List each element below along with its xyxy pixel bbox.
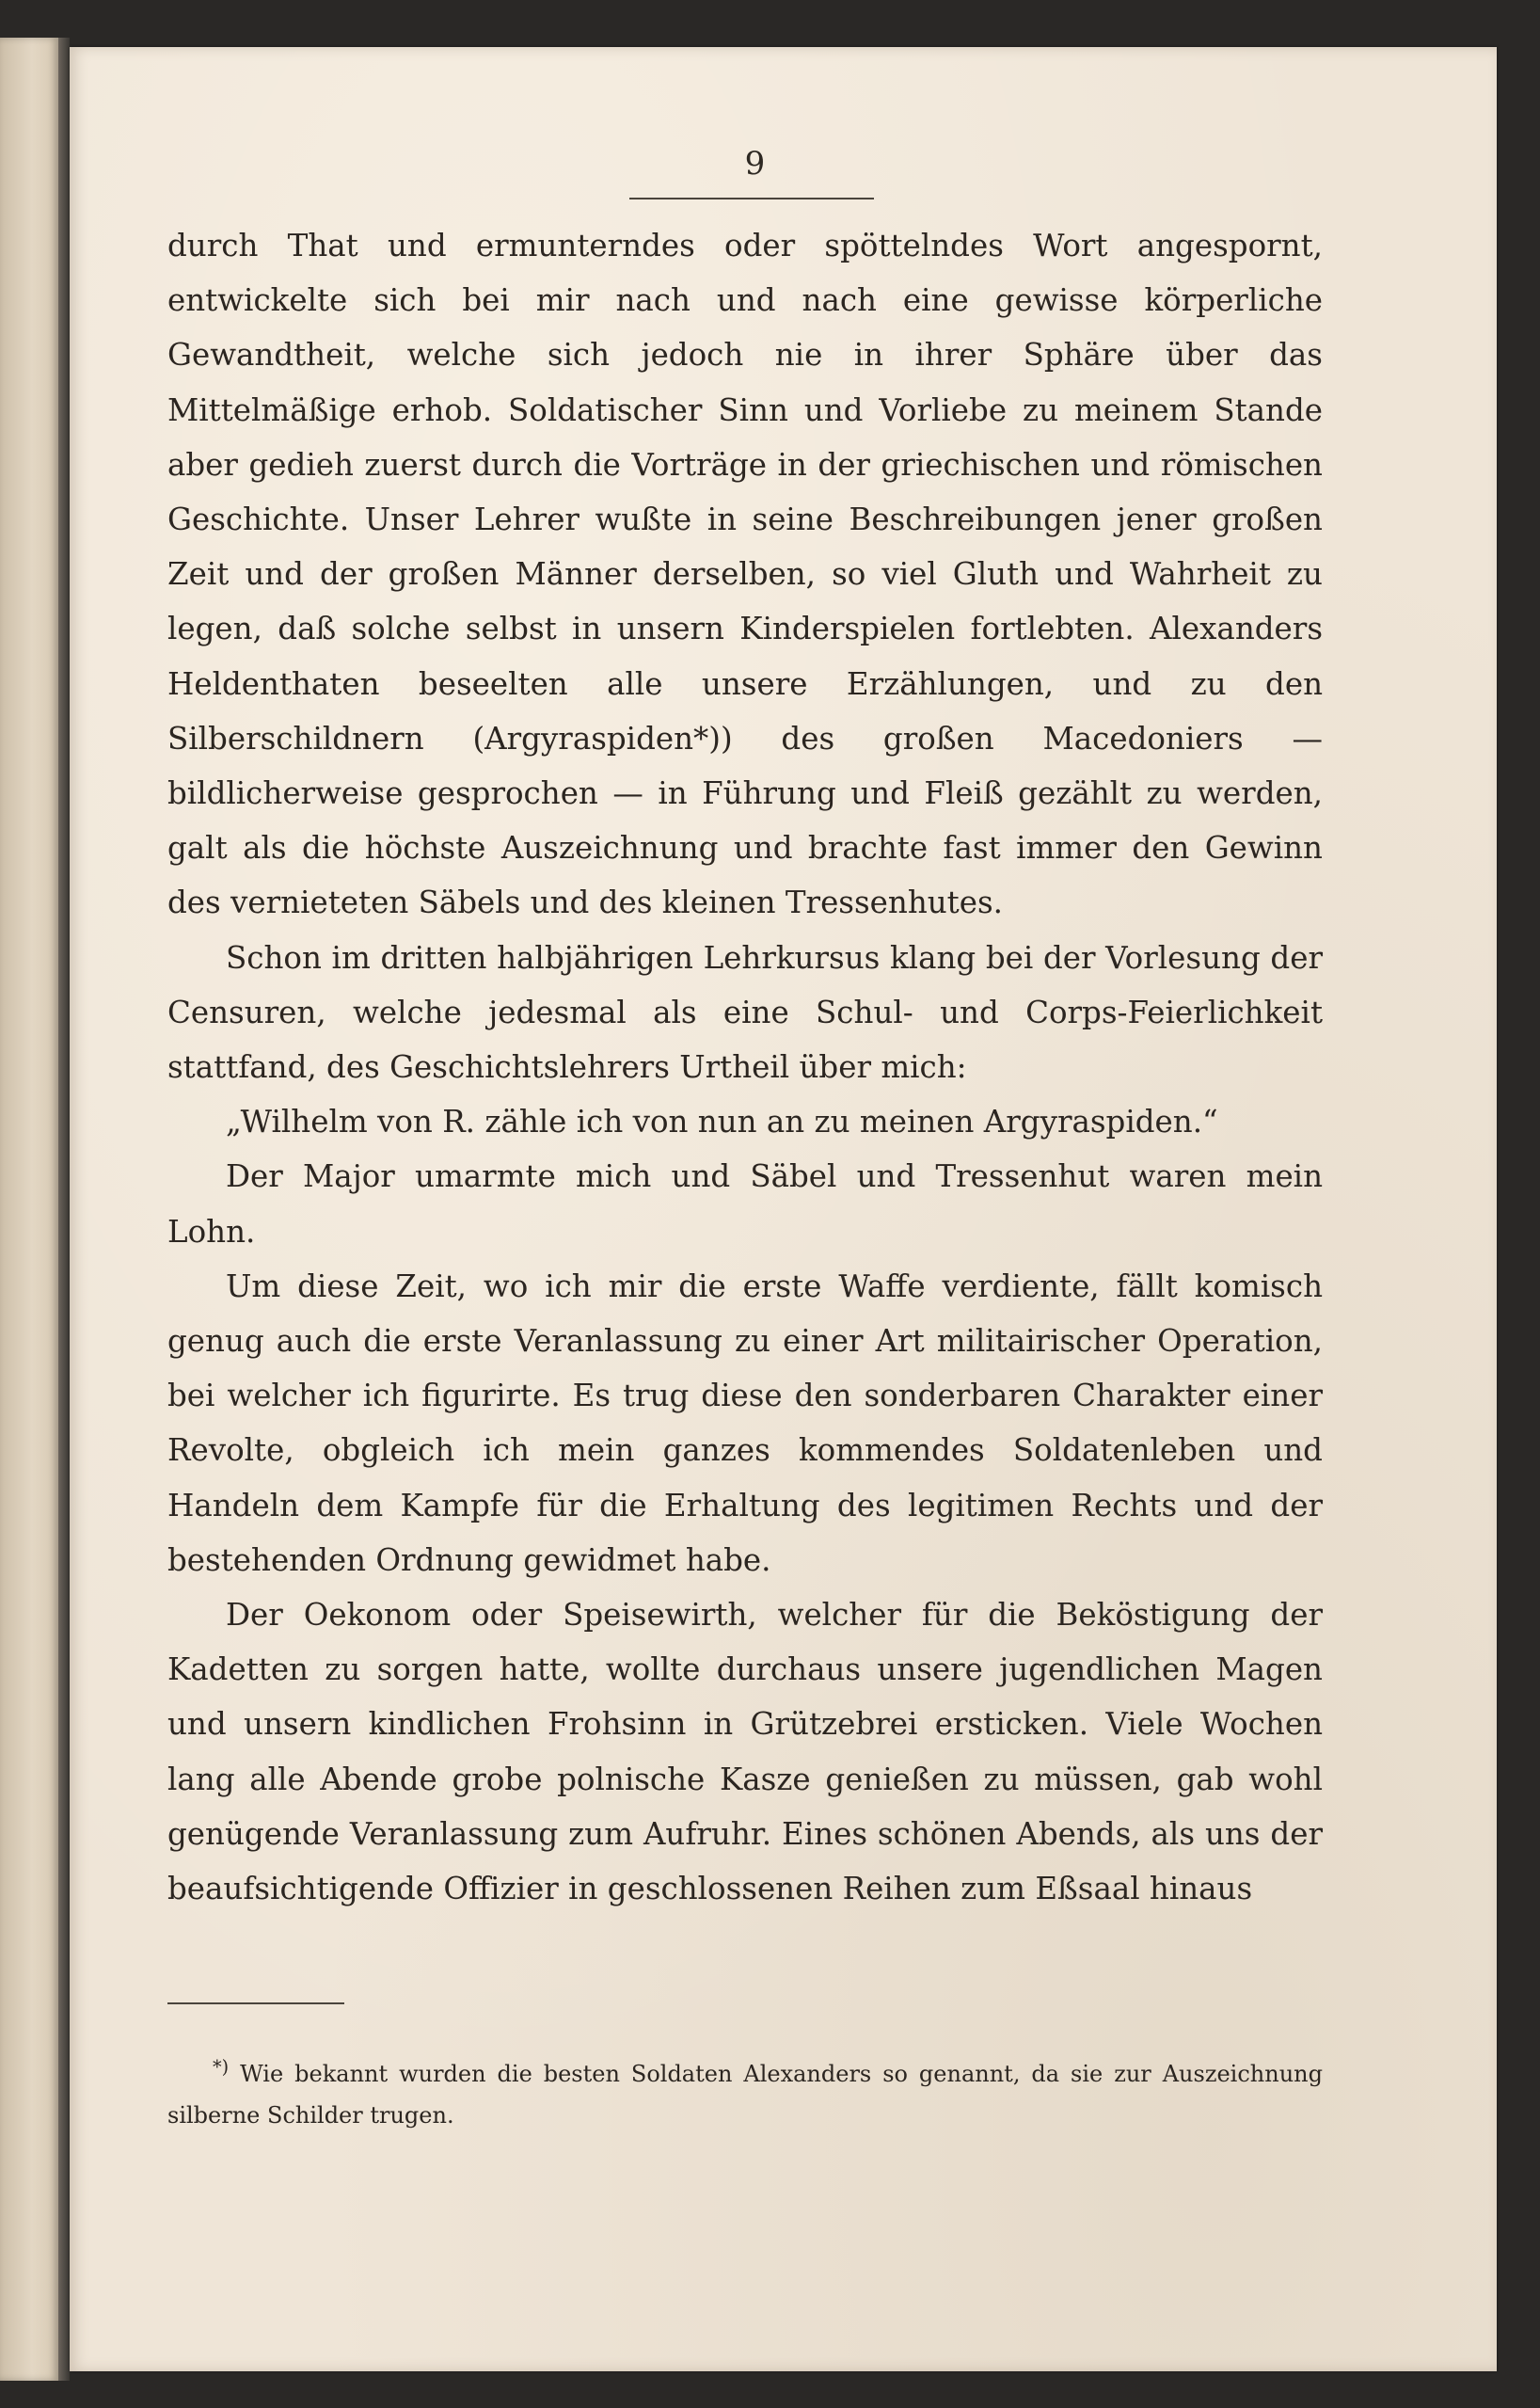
paragraph: durch That und ermunterndes oder spöttelndes Wort angespornt, entwickelte sich bei mir nach und nach eine gewisse körperliche Gewandtheit, welche sich jedoch nie in ihrer Sphäre über das Mittelmäßige erhob. Soldatischer Sinn und Vorliebe zu meinem Stande aber gedieh zuerst durch die Vorträge in der griechischen und römischen Geschichte. Unser Lehrer wußte in seine Beschreibungen jener großen Zeit und der großen Männer derselben, so viel Gluth und Wahrheit zu legen, daß solche selbst in unsern Kinderspielen fortlebten. Alexanders Heldenthaten beseelten alle unsere Erzählungen, und zu den Silberschildnern (Argyraspiden*)) des großen Macedoniers — bildlicherweise gesprochen — in Führung und Fleiß gezählt zu werden, galt als die höchste Auszeichnung und brachte fast immer den Gewinn des vernieteten Säbels und des kleinen Tressenhutes.	[167, 228, 1323, 921]
quotation: „Wilhelm von R. zähle ich von nun an zu meinen Argyraspiden.“	[226, 1104, 1218, 1140]
footnote-marker: *)	[213, 2056, 230, 2078]
paragraph: Um diese Zeit, wo ich mir die erste Waffe verdiente, fällt komisch genug auch die erste Veranlassung zu einer Art militairischer Operation, bei welcher ich figurirte. Es trug diese den sonderbaren Charakter einer Revolte, obgleich ich mein ganzes kommendes Soldatenleben und Handeln dem Kampfe für die Erhaltung des legitimen Rechts und der bestehenden Ordnung gewidmet habe.	[167, 1268, 1323, 1578]
book-page	[70, 47, 1497, 2371]
footnote	[167, 2053, 1323, 2136]
page-number: 9	[744, 145, 766, 183]
paragraph: Schon im dritten halbjährigen Lehrkursus klang bei der Vorlesung der Censuren, welche jedesmal als eine Schul- und Corps-Feierlichkeit stattfand, des Geschichtslehrers Urtheil über mich:	[167, 939, 1323, 1086]
body-text	[167, 218, 1323, 1916]
paragraph: Der Oekonom oder Speisewirth, welcher für die Beköstigung der Kadetten zu sorgen hatte, wollte durchaus unsere jugendlichen Magen und unsern kindlichen Frohsinn in Grützebrei ersticken. Viele Wochen lang alle Abende grobe polnische Kasze genießen zu müssen, gab wohl genügende Veranlassung zum Aufruhr. Eines schönen Abends, als uns der beaufsichtigende Offizier in geschlossenen Reihen zum Eßsaal hinaus	[167, 1597, 1323, 1907]
footnote-text: Wie bekannt wurden die besten Soldaten Alexanders so genannt, da sie zur Auszeichnung silberne Schilder trugen.	[167, 2061, 1323, 2129]
paragraph: Der Major umarmte mich und Säbel und Tressenhut waren mein Lohn.	[167, 1158, 1323, 1250]
header-rule	[629, 198, 874, 199]
facing-page-edge	[0, 38, 58, 2381]
book-gutter	[58, 38, 70, 2381]
footnote-rule	[167, 2002, 344, 2004]
